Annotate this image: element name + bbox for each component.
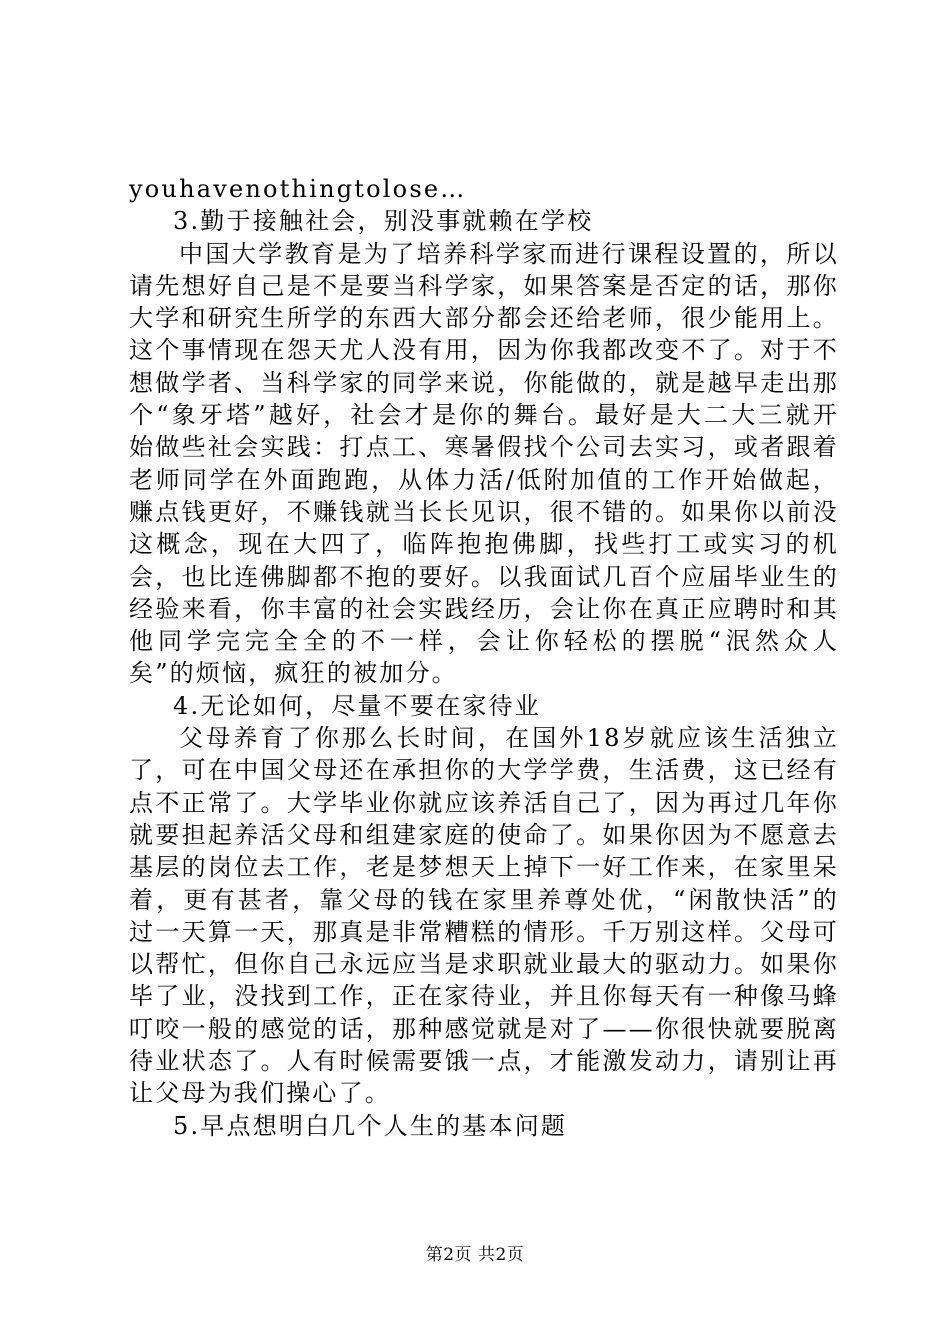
page-number-footer: 第2页 共2页 (425, 1245, 525, 1265)
continuation-line: youhavenothingtolose… (129, 175, 467, 203)
section-heading-3: 3.勤于接触社会，别没事就赖在学校 (173, 207, 594, 236)
body-paragraph-3: 中国大学教育是为了培养科学家而进行课程设置的，所以请先想好自己是不是要当科学家，如果答案是否定的话，那你大学和研究生所学的东西大部分都会还给老师，很少能用上。这个事情现在怨天尤人没有用，因为你我都改变不了。对于不想做学者、当科学家的同学来说，你能做的，就是越早走出那个“象牙塔”越好，社会才是你的舞台。最好是大二大三就开始做些社会实践：打点工、寒暑假找个公司去实习，或者跟着老师同学在外面跑跑，从体力活/低附加值的工作开始做起，赚点钱更好，不赚钱就当长长见识，很不错的。如果你以前没这概念，现在大四了，临阵抱抱佛脚，找些打工或实习的机会，也比连佛脚都不抱的要好。以我面试几百个应届毕业生的经验来看，你丰富的社会实践经历，会让你在真正应聘时和其他同学完完全全的不一样，会让你轻松的摆脱“泯然众人矣”的烦恼，疯狂的被加分。 (129, 239, 839, 688)
section-heading-4: 4.无论如何，尽量不要在家待业 (173, 691, 541, 720)
section-heading-5: 5.早点想明白几个人生的基本问题 (173, 1111, 568, 1140)
body-paragraph-4: 父母养育了你那么长时间，在国外18岁就应该生活独立了，可在中国父母还在承担你的大学学费，生活费，这已经有点不正常了。大学毕业你就应该养活自己了，因为再过几年你就要担起养活父母和组建家庭的使命了。如果你因为不愿意去基层的岗位去工作，老是梦想天上掉下一好工作来，在家里呆着，更有甚者，靠父母的钱在家里养尊处优，“闲散快活”的过一天算一天，那真是非常糟糕的情形。千万别这样。父母可以帮忙，但你自己永远应当是求职就业最大的驱动力。如果你毕了业，没找到工作，正在家待业，并且你每天有一种像马蜂叮咬一般的感觉的话，那种感觉就是对了——你很快就要脱离待业状态了。人有时候需要饿一点，才能激发动力，请别让再让父母为我们操心了。 (129, 724, 839, 1108)
document-body (129, 173, 839, 1142)
